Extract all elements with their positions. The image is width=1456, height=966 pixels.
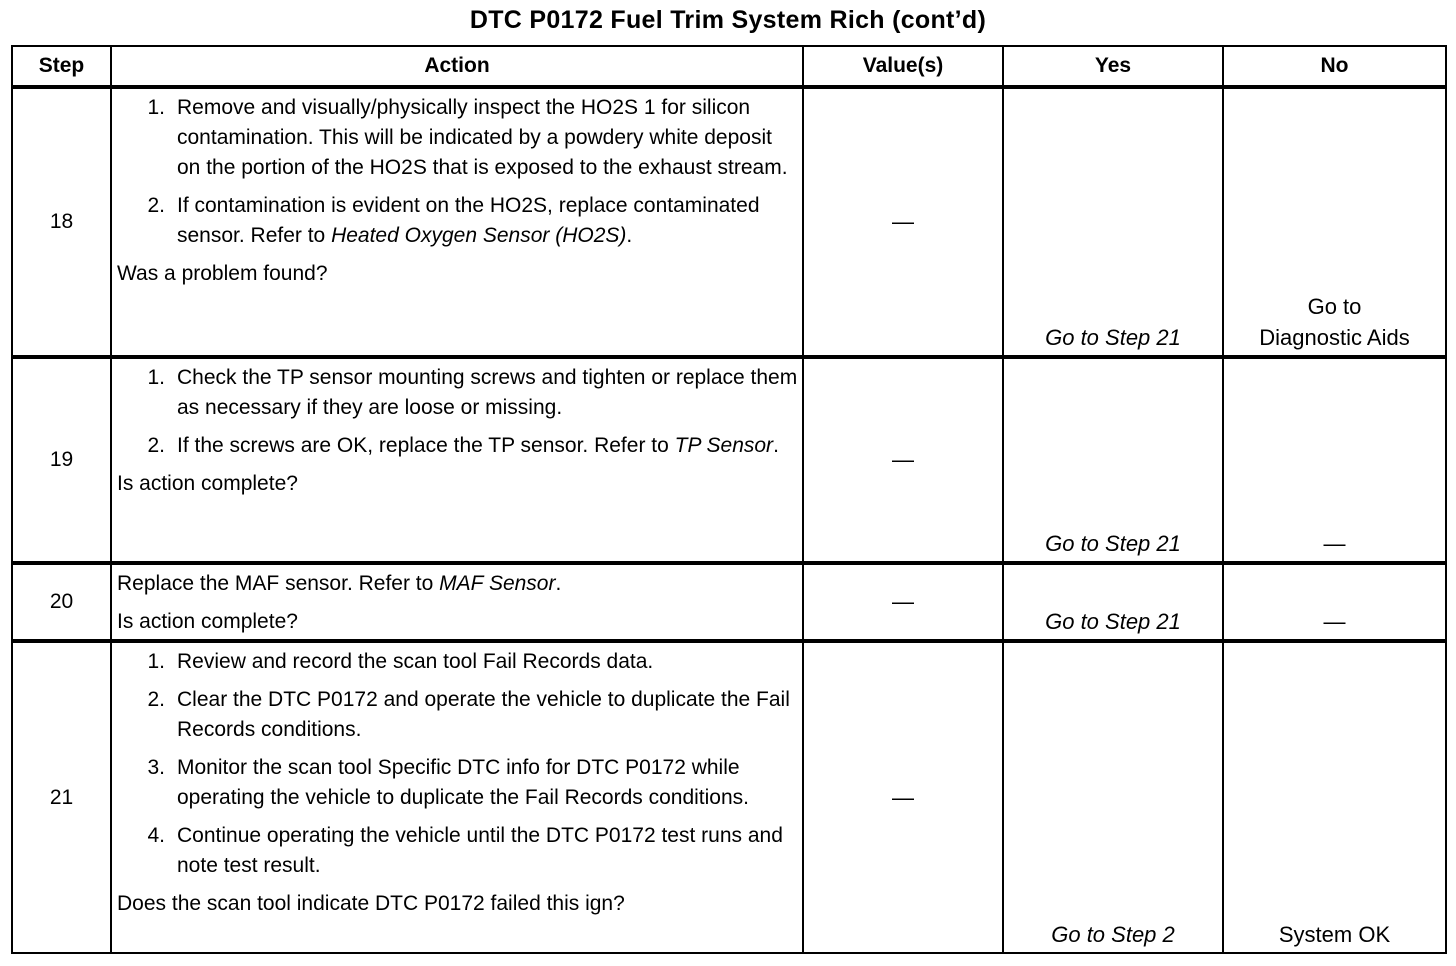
- action-instruction: [117, 569, 798, 599]
- action-cell: [111, 641, 803, 953]
- step-number: 19: [12, 357, 111, 563]
- no-cell: —: [1223, 563, 1446, 641]
- step-number: 21: [12, 641, 111, 953]
- action-item: [117, 191, 798, 251]
- action-cell: [111, 357, 803, 563]
- action-item-number: 2.: [147, 688, 165, 711]
- action-question: Is action complete?: [117, 472, 298, 495]
- no-cell: System OK: [1223, 641, 1446, 953]
- table-row-step-21: [12, 641, 1446, 953]
- action-item-number: 1.: [147, 650, 165, 673]
- column-header-action: Action: [111, 46, 803, 87]
- value-cell: —: [803, 357, 1003, 563]
- column-header-step: Step: [12, 46, 111, 87]
- action-item-text: Check the TP sensor mounting screws and tighten or replace them as necessary if they are loose or missing.: [177, 366, 798, 419]
- table-header-row: [12, 46, 1446, 87]
- action-question: Was a problem found?: [117, 262, 328, 285]
- yes-result: Go to Step 21: [1045, 531, 1181, 556]
- no-cell: —: [1223, 357, 1446, 563]
- table-row-step-18: [12, 87, 1446, 357]
- reference-link: Heated Oxygen Sensor (HO2S): [331, 224, 627, 247]
- action-item-text-part: .: [626, 224, 633, 247]
- action-question: Does the scan tool indicate DTC P0172 failed this ign?: [117, 892, 625, 915]
- action-item-text: Review and record the scan tool Fail Records data.: [177, 650, 654, 673]
- action-item-text-part: .: [773, 434, 779, 457]
- column-header-values: Value(s): [803, 46, 1003, 87]
- action-item-number: 1.: [147, 96, 165, 119]
- action-item-number: 4.: [147, 824, 165, 847]
- no-cell: [1223, 87, 1446, 357]
- action-item-number: 1.: [147, 366, 165, 389]
- table-row-step-20: [12, 563, 1446, 641]
- action-item-text-part: If contamination is evident on the HO2S, replace contaminated sensor. Refer to: [177, 194, 760, 247]
- action-item-number: 3.: [147, 756, 165, 779]
- action-item-text: Remove and visually/physically inspect the HO2S 1 for silicon contamination. This will be indicated by a powdery white deposit on the portion of the HO2S that is exposed to the exhaust stream.: [177, 96, 788, 179]
- yes-cell: [1003, 357, 1223, 563]
- column-header-no: No: [1223, 46, 1446, 87]
- step-number: 20: [12, 563, 111, 641]
- yes-result: Go to Step 21: [1045, 609, 1181, 634]
- page-title: DTC P0172 Fuel Trim System Rich (cont’d): [469, 6, 987, 34]
- action-item: [117, 93, 798, 183]
- yes-cell: [1003, 87, 1223, 357]
- value-cell: —: [803, 641, 1003, 953]
- value-cell: —: [803, 563, 1003, 641]
- action-item: [117, 431, 798, 461]
- action-item-number: 2.: [147, 194, 165, 217]
- action-cell: [111, 563, 803, 641]
- diagnostic-table: [11, 45, 1447, 954]
- action-item-text: Monitor the scan tool Specific DTC info for DTC P0172 while operating the vehicle to duplicate the Fail Records conditions.: [177, 756, 750, 809]
- yes-cell: [1003, 563, 1223, 641]
- no-result-line: Diagnostic Aids: [1259, 325, 1410, 350]
- reference-link: TP Sensor: [674, 434, 774, 457]
- action-item-text: [177, 191, 798, 251]
- action-cell: [111, 87, 803, 357]
- yes-result: Go to Step 2: [1051, 922, 1175, 947]
- action-item-number: 2.: [147, 434, 165, 457]
- action-item-text-part: .: [555, 572, 562, 595]
- value-cell: —: [803, 87, 1003, 357]
- action-item: [117, 753, 798, 813]
- action-item: [117, 363, 798, 423]
- table-row-step-19: [12, 357, 1446, 563]
- action-item-text: [177, 431, 798, 461]
- action-question: Is action complete?: [117, 610, 298, 633]
- no-result-line: Go to: [1307, 294, 1362, 319]
- action-item-text: Clear the DTC P0172 and operate the vehicle to duplicate the Fail Records conditions.: [177, 688, 790, 741]
- action-item: [117, 821, 798, 881]
- reference-link: MAF Sensor: [439, 572, 556, 595]
- yes-result: Go to Step 21: [1045, 325, 1181, 350]
- action-item: [117, 647, 798, 677]
- action-item: [117, 685, 798, 745]
- yes-cell: [1003, 641, 1223, 953]
- action-item-text-part: Replace the MAF sensor. Refer to: [117, 572, 440, 595]
- step-number: 18: [12, 87, 111, 357]
- column-header-yes: Yes: [1003, 46, 1223, 87]
- action-item-text-part: If the screws are OK, replace the TP sensor. Refer to: [177, 434, 675, 457]
- action-item-text: Continue operating the vehicle until the DTC P0172 test runs and note test result.: [177, 824, 783, 877]
